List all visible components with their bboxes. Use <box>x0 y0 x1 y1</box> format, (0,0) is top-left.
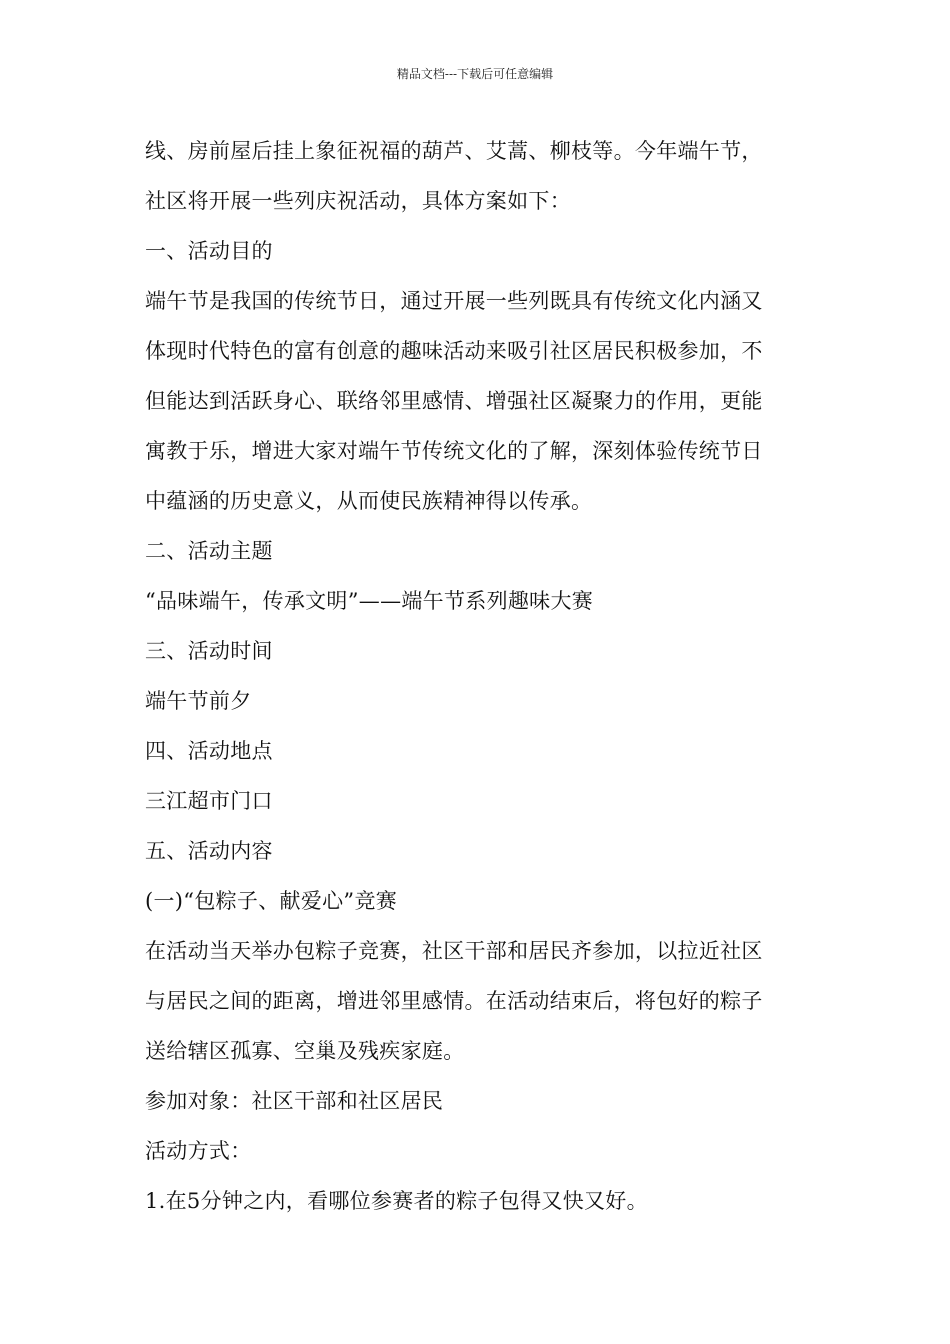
text-line: 活动方式： <box>145 1139 252 1163</box>
text-line: 在活动当天举办包粽子竞赛，社区干部和居民齐参加，以拉近社区 <box>145 939 763 963</box>
section-heading: 四、活动地点 <box>145 739 273 763</box>
text-line: 参加对象：社区干部和社区居民 <box>145 1089 444 1113</box>
text-line: 但能达到活跃身心、联络邻里感情、增强社区凝聚力的作用，更能 <box>145 389 763 413</box>
page-header: 精品文档---下载后可任意编辑 <box>396 67 554 81</box>
section-heading: 三、活动时间 <box>145 639 273 663</box>
text-line: 中蕴涵的历史意义，从而使民族精神得以传承。 <box>145 489 593 513</box>
section-heading: 二、活动主题 <box>145 539 273 563</box>
text-line: 三江超市门口 <box>145 789 273 813</box>
section-heading: 一、活动目的 <box>145 239 273 263</box>
text-line: 端午节是我国的传统节日，通过开展一些列既具有传统文化内涵又 <box>145 289 763 313</box>
text-line: 与居民之间的距离，增进邻里感情。在活动结束后，将包好的粽子 <box>145 989 763 1013</box>
text-line: “品味端午，传承文明”——端午节系列趣味大赛 <box>145 589 594 613</box>
subsection-heading: (一)“包粽子、献爱心”竞赛 <box>145 889 398 913</box>
text-line: 社区将开展一些列庆祝活动，具体方案如下： <box>145 189 571 213</box>
text-line: 线、房前屋后挂上象征祝福的葫芦、艾蒿、柳枝等。今年端午节， <box>145 139 763 163</box>
text-line: 体现时代特色的富有创意的趣味活动来吸引社区居民积极参加，不 <box>145 339 763 363</box>
text-line: 寓教于乐，增进大家对端午节传统文化的了解，深刻体验传统节日 <box>145 439 763 463</box>
text-line: 1.在5分钟之内，看哪位参赛者的粽子包得又快又好。 <box>145 1189 648 1213</box>
text-line: 端午节前夕 <box>145 689 252 713</box>
section-heading: 五、活动内容 <box>145 839 273 863</box>
document-body <box>145 126 810 1226</box>
text-line: 送给辖区孤寡、空巢及残疾家庭。 <box>145 1039 465 1063</box>
